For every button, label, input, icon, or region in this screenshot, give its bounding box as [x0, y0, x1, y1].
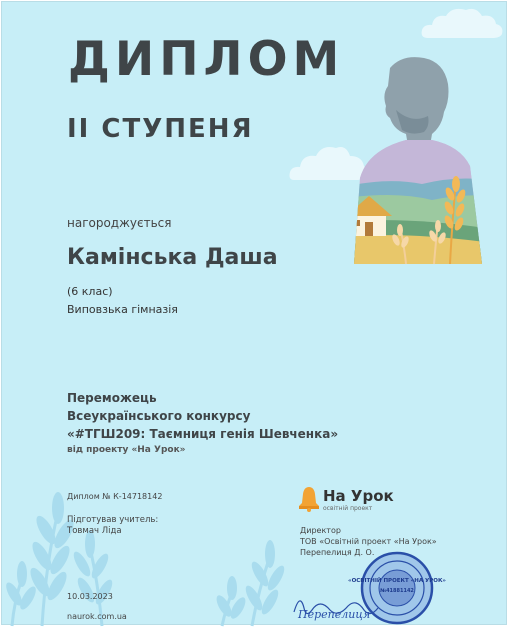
winner-label: Переможець: [67, 391, 157, 405]
diploma-page: [1, 1, 507, 625]
stamp-text: «ОСВІТНІЙ ПРОЕКТ «НА УРОК»: [348, 578, 446, 584]
issue-date: 10.03.2023: [67, 592, 113, 601]
logo-tagline: освітній проект: [323, 505, 373, 512]
contest-line: Всеукраїнського конкурсу: [67, 409, 251, 423]
diploma-degree: ІІ СТУПЕНЯ: [67, 114, 254, 144]
signature-text: Перепелиця: [298, 608, 371, 621]
bell-icon: [298, 486, 320, 512]
naurok-logo: [298, 486, 418, 516]
director-name: Перепелиця Д. О.: [300, 548, 375, 557]
contest-name: «#ТГШ209: Таємниця генія Шевченка»: [67, 427, 339, 441]
website-link[interactable]: naurok.com.ua: [67, 612, 127, 621]
recipient-grade: (6 клас): [67, 285, 113, 298]
cloud-top-right: [420, 6, 504, 40]
teacher-name: Товмач Ліда: [67, 526, 122, 536]
shevchenko-portrait-illustration: [332, 54, 500, 264]
recipient-school: Виповзька гімназія: [67, 303, 178, 316]
recipient-name: Камінська Даша: [67, 245, 278, 270]
project-line: від проекту «На Урок»: [67, 445, 186, 455]
director-role: Директор: [300, 526, 341, 535]
logo-name: На Урок: [323, 487, 394, 505]
diploma-title: ДИПЛОМ: [68, 32, 345, 87]
leaves-decoration-center: [202, 532, 292, 626]
diploma-number: Диплом № К-14718142: [67, 492, 163, 501]
director-signature: [290, 588, 380, 624]
prepared-label: Підготував учитель:: [67, 515, 159, 525]
awarded-label: нагороджується: [67, 216, 172, 230]
director-organization: ТОВ «Освітній проект «На Урок»: [300, 537, 437, 546]
stamp-code: №41881142: [380, 588, 414, 594]
